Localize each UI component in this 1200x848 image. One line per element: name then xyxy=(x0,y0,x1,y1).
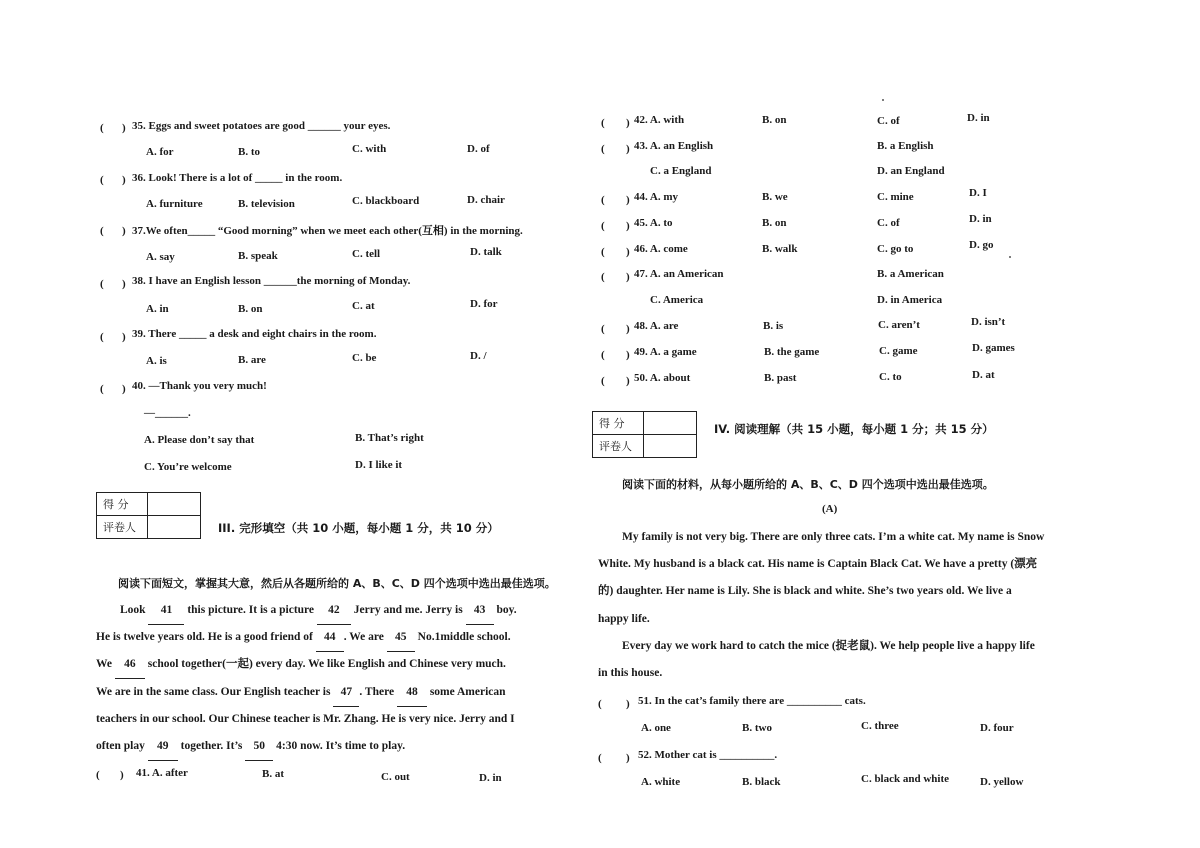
question-49-option-a: 49. A. a game xyxy=(634,346,697,358)
question-51-option-d: D. four xyxy=(980,722,1014,734)
blank-43: 43 xyxy=(466,597,494,625)
scan-speck xyxy=(882,99,884,101)
question-44-option-b: B. we xyxy=(762,191,788,203)
question-52-option-c: C. black and white xyxy=(861,773,950,785)
question-46-option-b: B. walk xyxy=(762,243,798,255)
question-40-option-d: D. I like it xyxy=(355,459,403,471)
answer-paren-open: ( xyxy=(100,225,104,237)
question-47-option-c: C. America xyxy=(650,294,704,306)
question-37-option-d: D. talk xyxy=(470,246,502,258)
question-49-option-c: C. game xyxy=(879,345,918,357)
question-38-option-d: D. for xyxy=(470,298,498,310)
answer-paren-open: ( xyxy=(96,769,100,781)
passage-label: (A) xyxy=(822,503,838,515)
score-table-section-4 xyxy=(592,411,697,458)
answer-paren-close: ) xyxy=(120,769,124,781)
passage-text: 4:30 now. It’s time to play. xyxy=(276,740,406,752)
score-label: 得 分 xyxy=(97,493,148,516)
reading-line-6: in this house. xyxy=(598,667,663,679)
question-51-option-a: A. one xyxy=(641,722,671,734)
blank-46: 46 xyxy=(115,651,145,679)
question-38-stem: 38. I have an English lesson ______the morning of Monday. xyxy=(132,275,411,287)
passage-text: Jerry and me. Jerry is xyxy=(353,604,463,616)
scan-speck xyxy=(1009,256,1011,258)
question-36-option-d: D. chair xyxy=(467,194,505,206)
answer-paren-open: ( xyxy=(598,698,602,710)
question-35-option-d: D. of xyxy=(467,143,490,155)
question-36-option-a: A. furniture xyxy=(146,198,203,210)
answer-paren-close: ) xyxy=(122,331,126,343)
question-49-option-b: B. the game xyxy=(764,346,820,358)
answer-paren-close: ) xyxy=(626,349,630,361)
question-47-option-a: 47. A. an American xyxy=(634,268,724,280)
blank-45: 45 xyxy=(387,624,415,652)
answer-paren-close: ) xyxy=(626,752,630,764)
score-box[interactable] xyxy=(148,493,201,516)
question-50-option-c: C. to xyxy=(879,371,902,383)
question-45-option-a: 45. A. to xyxy=(634,217,673,229)
answer-paren-open: ( xyxy=(100,278,104,290)
blank-41: 41 xyxy=(148,597,184,625)
reading-line-2: White. My husband is a black cat. His name is Captain Black Cat. We have a pretty (漂亮 xyxy=(598,558,1038,570)
answer-paren-close: ) xyxy=(122,122,126,134)
passage-text: He is twelve years old. He is a good friend of xyxy=(96,631,313,643)
question-39-option-d: D. / xyxy=(470,350,487,362)
question-39-option-b: B. are xyxy=(238,354,266,366)
section-4-title: IV. 阅读理解（共 15 小题，每小题 1 分；共 15 分） xyxy=(714,422,994,436)
blank-50: 50 xyxy=(245,733,273,761)
question-38-option-a: A. in xyxy=(146,303,169,315)
passage-text: Look xyxy=(120,604,146,616)
question-48-option-b: B. is xyxy=(763,320,784,332)
question-41-option-d: D. in xyxy=(479,772,502,784)
question-39-stem: 39. There _____ a desk and eight chairs in the room. xyxy=(132,328,377,340)
cloze-passage-line-2 xyxy=(96,624,511,652)
answer-paren-close: ) xyxy=(122,383,126,395)
blank-42: 42 xyxy=(317,597,351,625)
question-52-option-d: D. yellow xyxy=(980,776,1024,788)
passage-text: We are in the same class. Our English teacher is xyxy=(96,686,331,698)
grader-box[interactable] xyxy=(148,516,201,539)
answer-paren-open: ( xyxy=(601,117,605,129)
question-42-option-b: B. on xyxy=(762,114,787,126)
question-48-option-c: C. aren’t xyxy=(878,319,920,331)
blank-48: 48 xyxy=(397,679,427,707)
question-40-option-a: A. Please don’t say that xyxy=(144,434,255,446)
question-43-option-a: 43. A. an English xyxy=(634,140,714,152)
question-36-option-b: B. television xyxy=(238,198,295,210)
question-43-option-c: C. a England xyxy=(650,165,712,177)
answer-paren-open: ( xyxy=(100,122,104,134)
question-42-option-a: 42. A. with xyxy=(634,114,685,126)
answer-paren-open: ( xyxy=(601,375,605,387)
question-42-option-d: D. in xyxy=(967,112,990,124)
question-36-option-c: C. blackboard xyxy=(352,195,420,207)
reading-line-1: My family is not very big. There are only three cats. I’m a white cat. My name is Snow xyxy=(622,531,1045,543)
question-44-option-c: C. mine xyxy=(877,191,914,203)
score-box[interactable] xyxy=(644,412,697,435)
question-35-option-c: C. with xyxy=(352,143,387,155)
cloze-passage-line-5: teachers in our school. Our Chinese teacher is Mr. Zhang. He is very nice. Jerry and I xyxy=(96,713,515,725)
question-45-option-b: B. on xyxy=(762,217,787,229)
question-42-option-c: C. of xyxy=(877,115,900,127)
answer-paren-close: ) xyxy=(122,225,126,237)
question-38-option-c: C. at xyxy=(352,300,375,312)
question-44-option-d: D. I xyxy=(969,187,987,199)
question-37-option-a: A. say xyxy=(146,251,175,263)
answer-paren-open: ( xyxy=(601,143,605,155)
question-46-option-a: 46. A. come xyxy=(634,243,688,255)
answer-paren-close: ) xyxy=(626,143,630,155)
passage-text: . We are xyxy=(343,631,384,643)
question-41-option-b: B. at xyxy=(262,768,284,780)
answer-paren-open: ( xyxy=(100,331,104,343)
question-49-option-d: D. games xyxy=(972,342,1015,354)
question-40-reply: —______. xyxy=(144,407,191,419)
question-51-option-b: B. two xyxy=(742,722,772,734)
question-52-option-a: A. white xyxy=(641,776,681,788)
reading-line-4: happy life. xyxy=(598,613,650,625)
question-50-option-b: B. past xyxy=(764,372,797,384)
question-48-option-a: 48. A. are xyxy=(634,320,679,332)
question-46-option-c: C. go to xyxy=(877,243,914,255)
section-3-title: III. 完形填空（共 10 小题，每小题 1 分，共 10 分） xyxy=(218,521,499,535)
question-52-stem: 52. Mother cat is __________. xyxy=(638,749,778,761)
question-45-option-c: C. of xyxy=(877,217,900,229)
passage-text: this picture. It is a picture xyxy=(187,604,315,616)
question-52-option-b: B. black xyxy=(742,776,781,788)
question-51-option-c: C. three xyxy=(861,720,899,732)
grader-label: 评卷人 xyxy=(593,435,644,458)
question-45-option-d: D. in xyxy=(969,213,992,225)
cloze-passage-line-3 xyxy=(96,651,506,679)
question-50-option-a: 50. A. about xyxy=(634,372,691,384)
answer-paren-open: ( xyxy=(601,323,605,335)
blank-44: 44 xyxy=(316,624,344,652)
answer-paren-open: ( xyxy=(601,271,605,283)
question-39-option-c: C. be xyxy=(352,352,377,364)
question-37-option-c: C. tell xyxy=(352,248,381,260)
score-table-section-3 xyxy=(96,492,201,539)
blank-49: 49 xyxy=(148,733,178,761)
question-43-option-d: D. an England xyxy=(877,165,945,177)
cloze-passage-line-1 xyxy=(120,597,517,625)
question-47-option-d: D. in America xyxy=(877,294,943,306)
answer-paren-open: ( xyxy=(100,383,104,395)
score-label: 得 分 xyxy=(593,412,644,435)
question-39-option-a: A. is xyxy=(146,355,167,367)
grader-box[interactable] xyxy=(644,435,697,458)
question-41-option-a: 41. A. after xyxy=(136,767,188,779)
question-35-option-a: A. for xyxy=(146,146,174,158)
answer-paren-close: ) xyxy=(626,117,630,129)
cloze-passage-line-6 xyxy=(96,733,405,761)
question-43-option-b: B. a English xyxy=(877,140,934,152)
question-40-option-b: B. That’s right xyxy=(355,432,424,444)
answer-paren-close: ) xyxy=(626,323,630,335)
question-40-option-c: C. You’re welcome xyxy=(144,461,232,473)
question-38-option-b: B. on xyxy=(238,303,263,315)
passage-text: some American xyxy=(429,686,506,698)
question-46-option-d: D. go xyxy=(969,239,994,251)
question-36-stem: 36. Look! There is a lot of _____ in the room. xyxy=(132,172,343,184)
passage-text: school together(一起) every day. We like English and Chinese very much. xyxy=(147,658,506,670)
passage-text: together. It’s xyxy=(180,740,243,752)
question-47-option-b: B. a American xyxy=(877,268,944,280)
question-51-stem: 51. In the cat’s family there are __________ cats. xyxy=(638,695,866,707)
answer-paren-open: ( xyxy=(601,246,605,258)
passage-text: often play xyxy=(96,740,145,752)
answer-paren-close: ) xyxy=(626,271,630,283)
section-4-instructions: 阅读下面的材料，从每小题所给的 A、B、C、D 四个选项中选出最佳选项。 xyxy=(622,478,994,491)
question-37-stem: 37.We often_____ “Good morning” when we meet each other(互相) in the morning. xyxy=(132,225,523,237)
section-3-instructions: 阅读下面短文，掌握其大意，然后从各题所给的 A、B、C、D 四个选项中选出最佳选项。 xyxy=(118,577,556,590)
question-48-option-d: D. isn’t xyxy=(971,316,1006,328)
question-41-option-c: C. out xyxy=(381,771,410,783)
answer-paren-close: ) xyxy=(626,698,630,710)
reading-line-3: 的) daughter. Her name is Lily. She is black and white. She’s two years old. We live a xyxy=(598,585,1012,597)
answer-paren-open: ( xyxy=(100,174,104,186)
answer-paren-close: ) xyxy=(626,375,630,387)
answer-paren-open: ( xyxy=(601,220,605,232)
question-50-option-d: D. at xyxy=(972,369,995,381)
answer-paren-open: ( xyxy=(598,752,602,764)
passage-text: boy. xyxy=(496,604,517,616)
question-35-option-b: B. to xyxy=(238,146,260,158)
answer-paren-close: ) xyxy=(626,194,630,206)
answer-paren-close: ) xyxy=(626,220,630,232)
answer-paren-close: ) xyxy=(122,278,126,290)
answer-paren-open: ( xyxy=(601,349,605,361)
passage-text: We xyxy=(96,658,112,670)
question-40-stem: 40. —Thank you very much! xyxy=(132,380,267,392)
blank-47: 47 xyxy=(333,679,359,707)
grader-label: 评卷人 xyxy=(97,516,148,539)
answer-paren-open: ( xyxy=(601,194,605,206)
passage-text: . There xyxy=(359,686,395,698)
question-44-option-a: 44. A. my xyxy=(634,191,678,203)
answer-paren-close: ) xyxy=(626,246,630,258)
question-35-stem: 35. Eggs and sweet potatoes are good ______ your eyes. xyxy=(132,120,391,132)
reading-line-5: Every day we work hard to catch the mice (捉老鼠). We help people live a happy life xyxy=(622,640,1035,652)
cloze-passage-line-4 xyxy=(96,679,506,707)
question-37-option-b: B. speak xyxy=(238,250,278,262)
answer-paren-close: ) xyxy=(122,174,126,186)
passage-text: No.1middle school. xyxy=(417,631,511,643)
